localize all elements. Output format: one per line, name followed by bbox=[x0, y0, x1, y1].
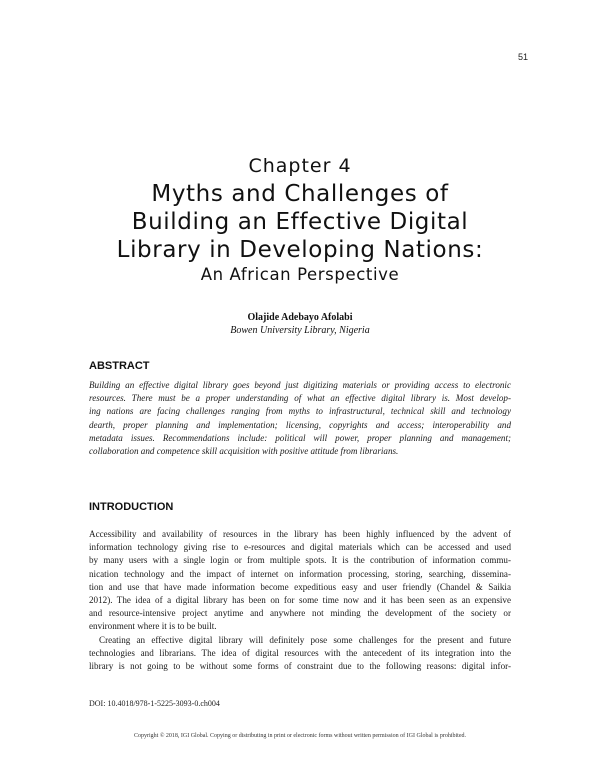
intro-line: nication technology and the impact of internet on information processing, storing, searching, dissemina- bbox=[89, 568, 511, 579]
title-line: Building an Effective Digital bbox=[131, 209, 469, 235]
abstract-line: collaboration and competence skill acquisition with positive attitude from librarians. bbox=[89, 446, 399, 457]
doi: DOI: 10.4018/978-1-5225-3093-0.ch004 bbox=[89, 699, 220, 708]
abstract-heading: ABSTRACT bbox=[89, 360, 150, 372]
chapter-label: Chapter 4 bbox=[248, 155, 352, 177]
intro-line: tion and use that have made information become expeditious easy and user friendly (Chandel & Saikia bbox=[89, 581, 511, 592]
intro-line: and resource-intensive project anytime and anywhere not minding the development of the society or bbox=[89, 608, 511, 619]
introduction-heading: INTRODUCTION bbox=[89, 501, 174, 513]
abstract-line: Building an effective digital library goes beyond just digitizing materials or providing access to electronic bbox=[89, 380, 511, 390]
intro-line: Accessibility and availability of resources in the library has been highly influenced by the advent of bbox=[89, 529, 511, 539]
intro-line: 2012). The idea of a digital library has been on for some time now and it has been seen as an expensive bbox=[89, 595, 511, 606]
intro-line: environment where it is to be built. bbox=[89, 621, 217, 632]
abstract-text bbox=[89, 379, 511, 458]
abstract-line: metadata issues. Recommendations include: political will power, proper planning and management; bbox=[89, 432, 511, 443]
intro-line: library is not going to be without some forms of constraint due to the following reasons: digital infor- bbox=[89, 661, 511, 672]
abstract-line: resources. There must be a proper understanding of what an effective digital library is. Most develop- bbox=[89, 393, 511, 404]
intro-line: by many users with a single login or from multiple spots. It is the contribution of information commu- bbox=[89, 555, 511, 566]
intro-line: Creating an effective digital library will definitely pose some challenges for the present and future bbox=[99, 634, 511, 645]
copyright-notice: Copyright © 2018, IGI Global. Copying or distributing in print or electronic forms without written permission of IGI Global is prohibited. bbox=[133, 733, 466, 739]
abstract-line: ing nations are facing challenges ranging from myths to infrastructural, technical skill and technology bbox=[89, 406, 511, 417]
chapter-subtitle: An African Perspective bbox=[200, 265, 400, 284]
intro-line: technologies and librarians. The idea of digital resources with the antecedent of its integration into the bbox=[89, 647, 511, 658]
author-name: Olajide Adebayo Afolabi bbox=[247, 312, 353, 323]
page-number: 51 bbox=[517, 52, 528, 62]
author-affiliation: Bowen University Library, Nigeria bbox=[230, 325, 370, 336]
title-line: Library in Developing Nations: bbox=[116, 237, 484, 263]
abstract-line: dearth, proper planning and implementation; licensing, copyrights and access; interoperability and bbox=[89, 419, 511, 430]
chapter-title bbox=[0, 180, 600, 264]
introduction-text bbox=[89, 528, 511, 673]
intro-line: information technology giving rise to e-resources and digital materials which can be accessed and used bbox=[89, 542, 511, 553]
title-line: Myths and Challenges of bbox=[151, 181, 449, 207]
